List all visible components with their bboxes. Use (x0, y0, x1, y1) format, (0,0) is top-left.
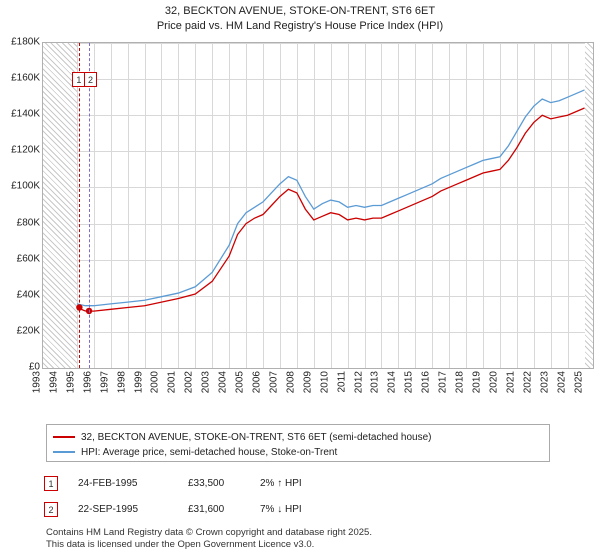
x-tick-label: 2011 (336, 371, 348, 393)
legend-swatch-property (53, 436, 75, 438)
event-number-badge: 1 (44, 476, 58, 491)
x-tick-label: 1997 (99, 371, 111, 394)
legend-item-property (53, 430, 543, 444)
x-tick-label: 2005 (234, 371, 246, 394)
x-tick-label: 2007 (268, 371, 280, 394)
table-row (44, 498, 554, 520)
event-hpi-delta: 7% ↓ HPI (260, 503, 302, 515)
y-tick-label: £140K (11, 108, 40, 120)
x-tick-label: 1999 (133, 371, 145, 394)
event-marker-badge[interactable]: 2 (84, 72, 97, 87)
series-line (77, 90, 585, 306)
chart-plot-area (42, 42, 594, 369)
x-tick-label: 2014 (386, 371, 398, 394)
x-tick-label: 2000 (149, 371, 161, 394)
chart-legend (46, 424, 550, 462)
y-tick-label: £40K (16, 289, 40, 301)
event-date: 22-SEP-1995 (78, 503, 139, 515)
event-hpi-delta: 2% ↑ HPI (260, 477, 302, 489)
y-tick-label: £100K (11, 180, 40, 192)
x-tick-label: 2022 (522, 371, 534, 394)
y-tick-label: £60K (16, 253, 40, 265)
x-tick-label: 1993 (31, 371, 43, 394)
x-tick-label: 2002 (183, 371, 195, 394)
y-tick-label: £180K (11, 36, 40, 48)
y-tick-label: £160K (11, 72, 40, 84)
legend-label-hpi: HPI: Average price, semi-detached house, Stoke-on-Trent (81, 446, 338, 458)
x-tick-label: 2001 (166, 371, 178, 394)
series-line (77, 108, 585, 311)
x-tick-label: 2004 (217, 371, 229, 394)
page-title (0, 4, 600, 34)
event-price: £33,500 (188, 477, 225, 489)
x-tick-label: 2008 (285, 371, 297, 394)
legend-item-hpi (53, 445, 543, 459)
x-tick-label: 2023 (539, 371, 551, 394)
x-tick-label: 1996 (82, 371, 94, 394)
table-row (44, 472, 554, 494)
x-tick-label: 2017 (437, 371, 449, 394)
x-tick-label: 2012 (353, 371, 365, 394)
title-line-1: 32, BECKTON AVENUE, STOKE-ON-TRENT, ST6 6ET (164, 5, 436, 17)
y-tick-label: £20K (16, 325, 40, 337)
legend-swatch-hpi (53, 451, 75, 453)
x-tick-label: 2016 (420, 371, 432, 394)
legend-label-property: 32, BECKTON AVENUE, STOKE-ON-TRENT, ST6 6ET (semi-detached house) (81, 431, 432, 443)
x-tick-label: 2018 (454, 371, 466, 394)
x-tick-label: 2006 (251, 371, 263, 394)
y-tick-label: £80K (16, 217, 40, 229)
y-tick-label: £0 (28, 361, 40, 373)
series-lines (43, 43, 593, 368)
event-vertical-line (79, 43, 80, 368)
x-axis-labels (31, 371, 594, 411)
event-date: 24-FEB-1995 (78, 477, 138, 489)
x-tick-label: 2024 (556, 371, 568, 394)
title-line-2: Price paid vs. HM Land Registry's House Price Index (HPI) (156, 20, 444, 32)
x-tick-label: 1998 (116, 371, 128, 394)
x-tick-label: 2013 (369, 371, 381, 394)
y-tick-label: £120K (11, 144, 40, 156)
x-tick-label: 2015 (403, 371, 415, 394)
event-number-badge: 2 (44, 502, 58, 517)
sale-events-table (44, 472, 554, 524)
x-tick-label: 2010 (319, 371, 331, 394)
footer-line-1: Contains HM Land Registry data © Crown copyright and database right 2025. (46, 527, 372, 538)
x-tick-label: 2020 (488, 371, 500, 394)
y-axis-labels (0, 36, 40, 373)
x-tick-label: 2019 (471, 371, 483, 394)
x-tick-label: 2003 (200, 371, 212, 394)
footer-line-2: This data is licensed under the Open Government Licence v3.0. (46, 539, 315, 550)
event-vertical-line (89, 43, 90, 368)
event-price: £31,600 (188, 503, 225, 515)
x-tick-label: 2009 (302, 371, 314, 394)
footer-attribution (46, 527, 586, 551)
x-tick-label: 2021 (505, 371, 517, 394)
x-tick-label: 1994 (48, 371, 60, 394)
event-marker-badge[interactable]: 1 (72, 72, 85, 87)
x-tick-label: 2025 (573, 371, 585, 394)
x-tick-label: 1995 (65, 371, 77, 394)
